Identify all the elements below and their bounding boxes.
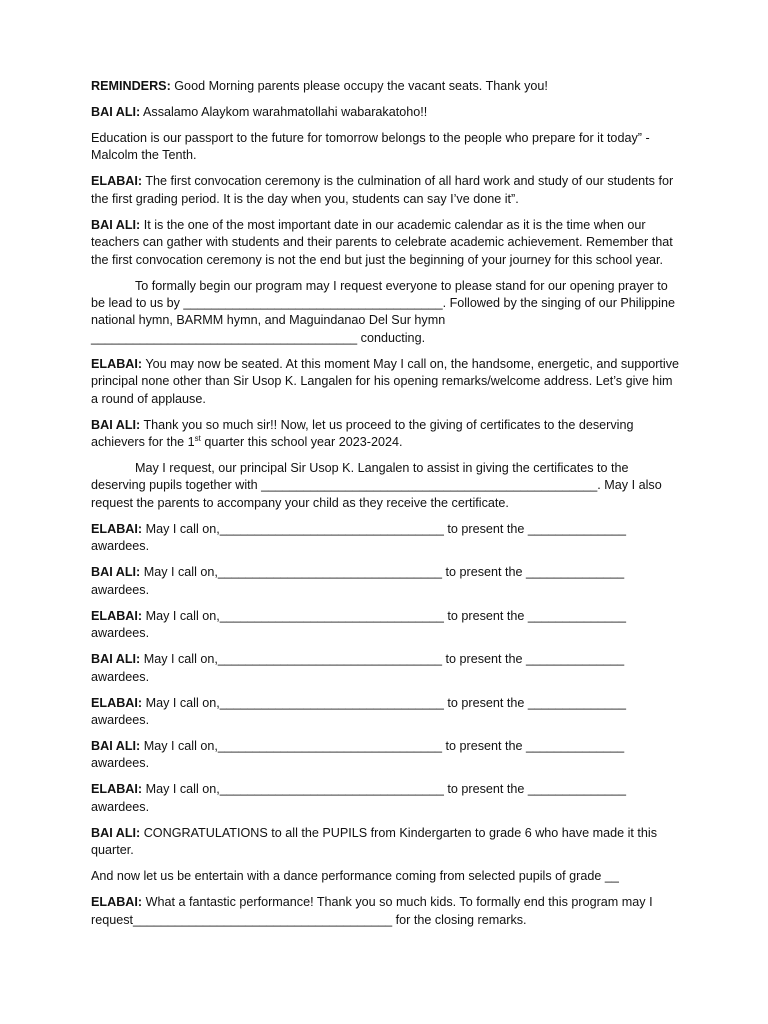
paragraph-text: May I call on,________________________________ to present the ______________ awardees.: [91, 565, 625, 597]
speaker-label: BAI ALI:: [91, 738, 141, 753]
certificates-paragraph: [91, 417, 681, 452]
speaker-label: BAI ALI:: [91, 565, 141, 580]
paragraph-text: CONGRATULATIONS to all the PUPILS from Kindergarten to grade 6 who have made it this quarter.: [91, 825, 658, 858]
paragraph-text: May I call on,________________________________ to present the ______________ awardees.: [91, 652, 625, 684]
principal-request-paragraph: May I request, our principal Sir Usop K. Langalen to assist in giving the certificates to the deserving pupils together with ________________________________________________. May I also request the parents to accompany your child as they receive the certificate.: [91, 461, 662, 510]
speaker-label: ELABAI:: [91, 521, 143, 536]
program-script: [91, 78, 681, 938]
paragraph-text: May I call on,________________________________ to present the ______________ awardees.: [91, 738, 625, 771]
reminders-paragraph: [91, 78, 681, 95]
paragraph-text: The first convocation ceremony is the culmination of all hard work and study of our students for the first grading period. It is the day when you, students can say I’ve done it”.: [91, 174, 674, 206]
paragraph-text: May I call on,________________________________ to present the ______________ awardees.: [91, 782, 626, 814]
quote-paragraph: Education is our passport to the future for tomorrow belongs to the people who prepare for it today” - Malcolm the Tenth.: [91, 131, 650, 163]
dance-performance-paragraph: And now let us be entertain with a dance performance coming from selected pupils of grade __: [91, 869, 619, 884]
callout-paragraph: [91, 651, 681, 686]
seated-paragraph: [91, 356, 681, 408]
callout-paragraph: [91, 695, 681, 730]
speaker-label: ELABAI:: [91, 782, 143, 797]
callout-paragraph: [91, 781, 681, 816]
greeting-paragraph: [91, 104, 681, 121]
speaker-label: BAI ALI:: [91, 652, 141, 667]
speaker-label: BAI ALI:: [91, 105, 141, 119]
convocation-paragraph: [91, 173, 681, 208]
paragraph-text: It is the one of the most important date in our academic calendar as it is the time when our teachers can gather with students and their parents to celebrate academic achievement. Remember that the first convocation ceremony is not the end but just the beginning of your journey for this school year.: [91, 217, 673, 267]
closing-paragraph: [91, 894, 681, 929]
speaker-label: ELABAI:: [91, 174, 143, 189]
callout-paragraph: [91, 608, 681, 643]
important-date-paragraph: [91, 217, 681, 269]
callout-paragraph: [91, 564, 681, 599]
ordinal-suffix: st: [194, 433, 201, 443]
speaker-label: BAI ALI:: [91, 825, 141, 840]
paragraph-text: May I call on,________________________________ to present the ______________ awardees.: [91, 521, 626, 554]
paragraph-text: Thank you so much sir!! Now, let us proceed to the giving of certificates to the deserving achievers for the 1: [91, 417, 634, 450]
callout-paragraph: [91, 738, 681, 773]
congratulations-paragraph: [91, 825, 681, 860]
paragraph-text: You may now be seated. At this moment May I call on, the handsome, energetic, and supportive principal none other than Sir Usop K. Langalen for his opening remarks/welcome address. Let’s give him a round of applause.: [91, 356, 680, 406]
paragraph-text: What a fantastic performance! Thank you so much kids. To formally end this program may I request_____________________________________ for the closing remarks.: [91, 895, 653, 927]
opening-prayer-paragraph: To formally begin our program may I request everyone to please stand for our opening prayer to be lead to us by _____________________________________. Followed by the singing of our Philippine national hymn, BARMM hymn, and Maguindanao Del Sur hymn ______________________________________ conducting.: [91, 278, 675, 345]
paragraph-text: Good Morning parents please occupy the vacant seats. Thank you!: [170, 79, 548, 93]
speaker-label: ELABAI:: [91, 356, 143, 371]
paragraph-text: Assalamo Alaykom warahmatollahi wabarakatoho!!: [140, 105, 428, 119]
paragraph-text: May I call on,________________________________ to present the ______________ awardees.: [91, 695, 626, 727]
speaker-label: REMINDERS:: [91, 79, 171, 93]
speaker-label: BAI ALI:: [91, 217, 141, 232]
speaker-label: ELABAI:: [91, 608, 143, 623]
speaker-label: ELABAI:: [91, 695, 143, 710]
paragraph-text: May I call on,________________________________ to present the ______________ awardees.: [91, 608, 626, 641]
speaker-label: ELABAI:: [91, 895, 143, 910]
paragraph-text: quarter this school year 2023-2024.: [200, 435, 403, 450]
callout-paragraph: [91, 521, 681, 556]
speaker-label: BAI ALI:: [91, 417, 141, 432]
